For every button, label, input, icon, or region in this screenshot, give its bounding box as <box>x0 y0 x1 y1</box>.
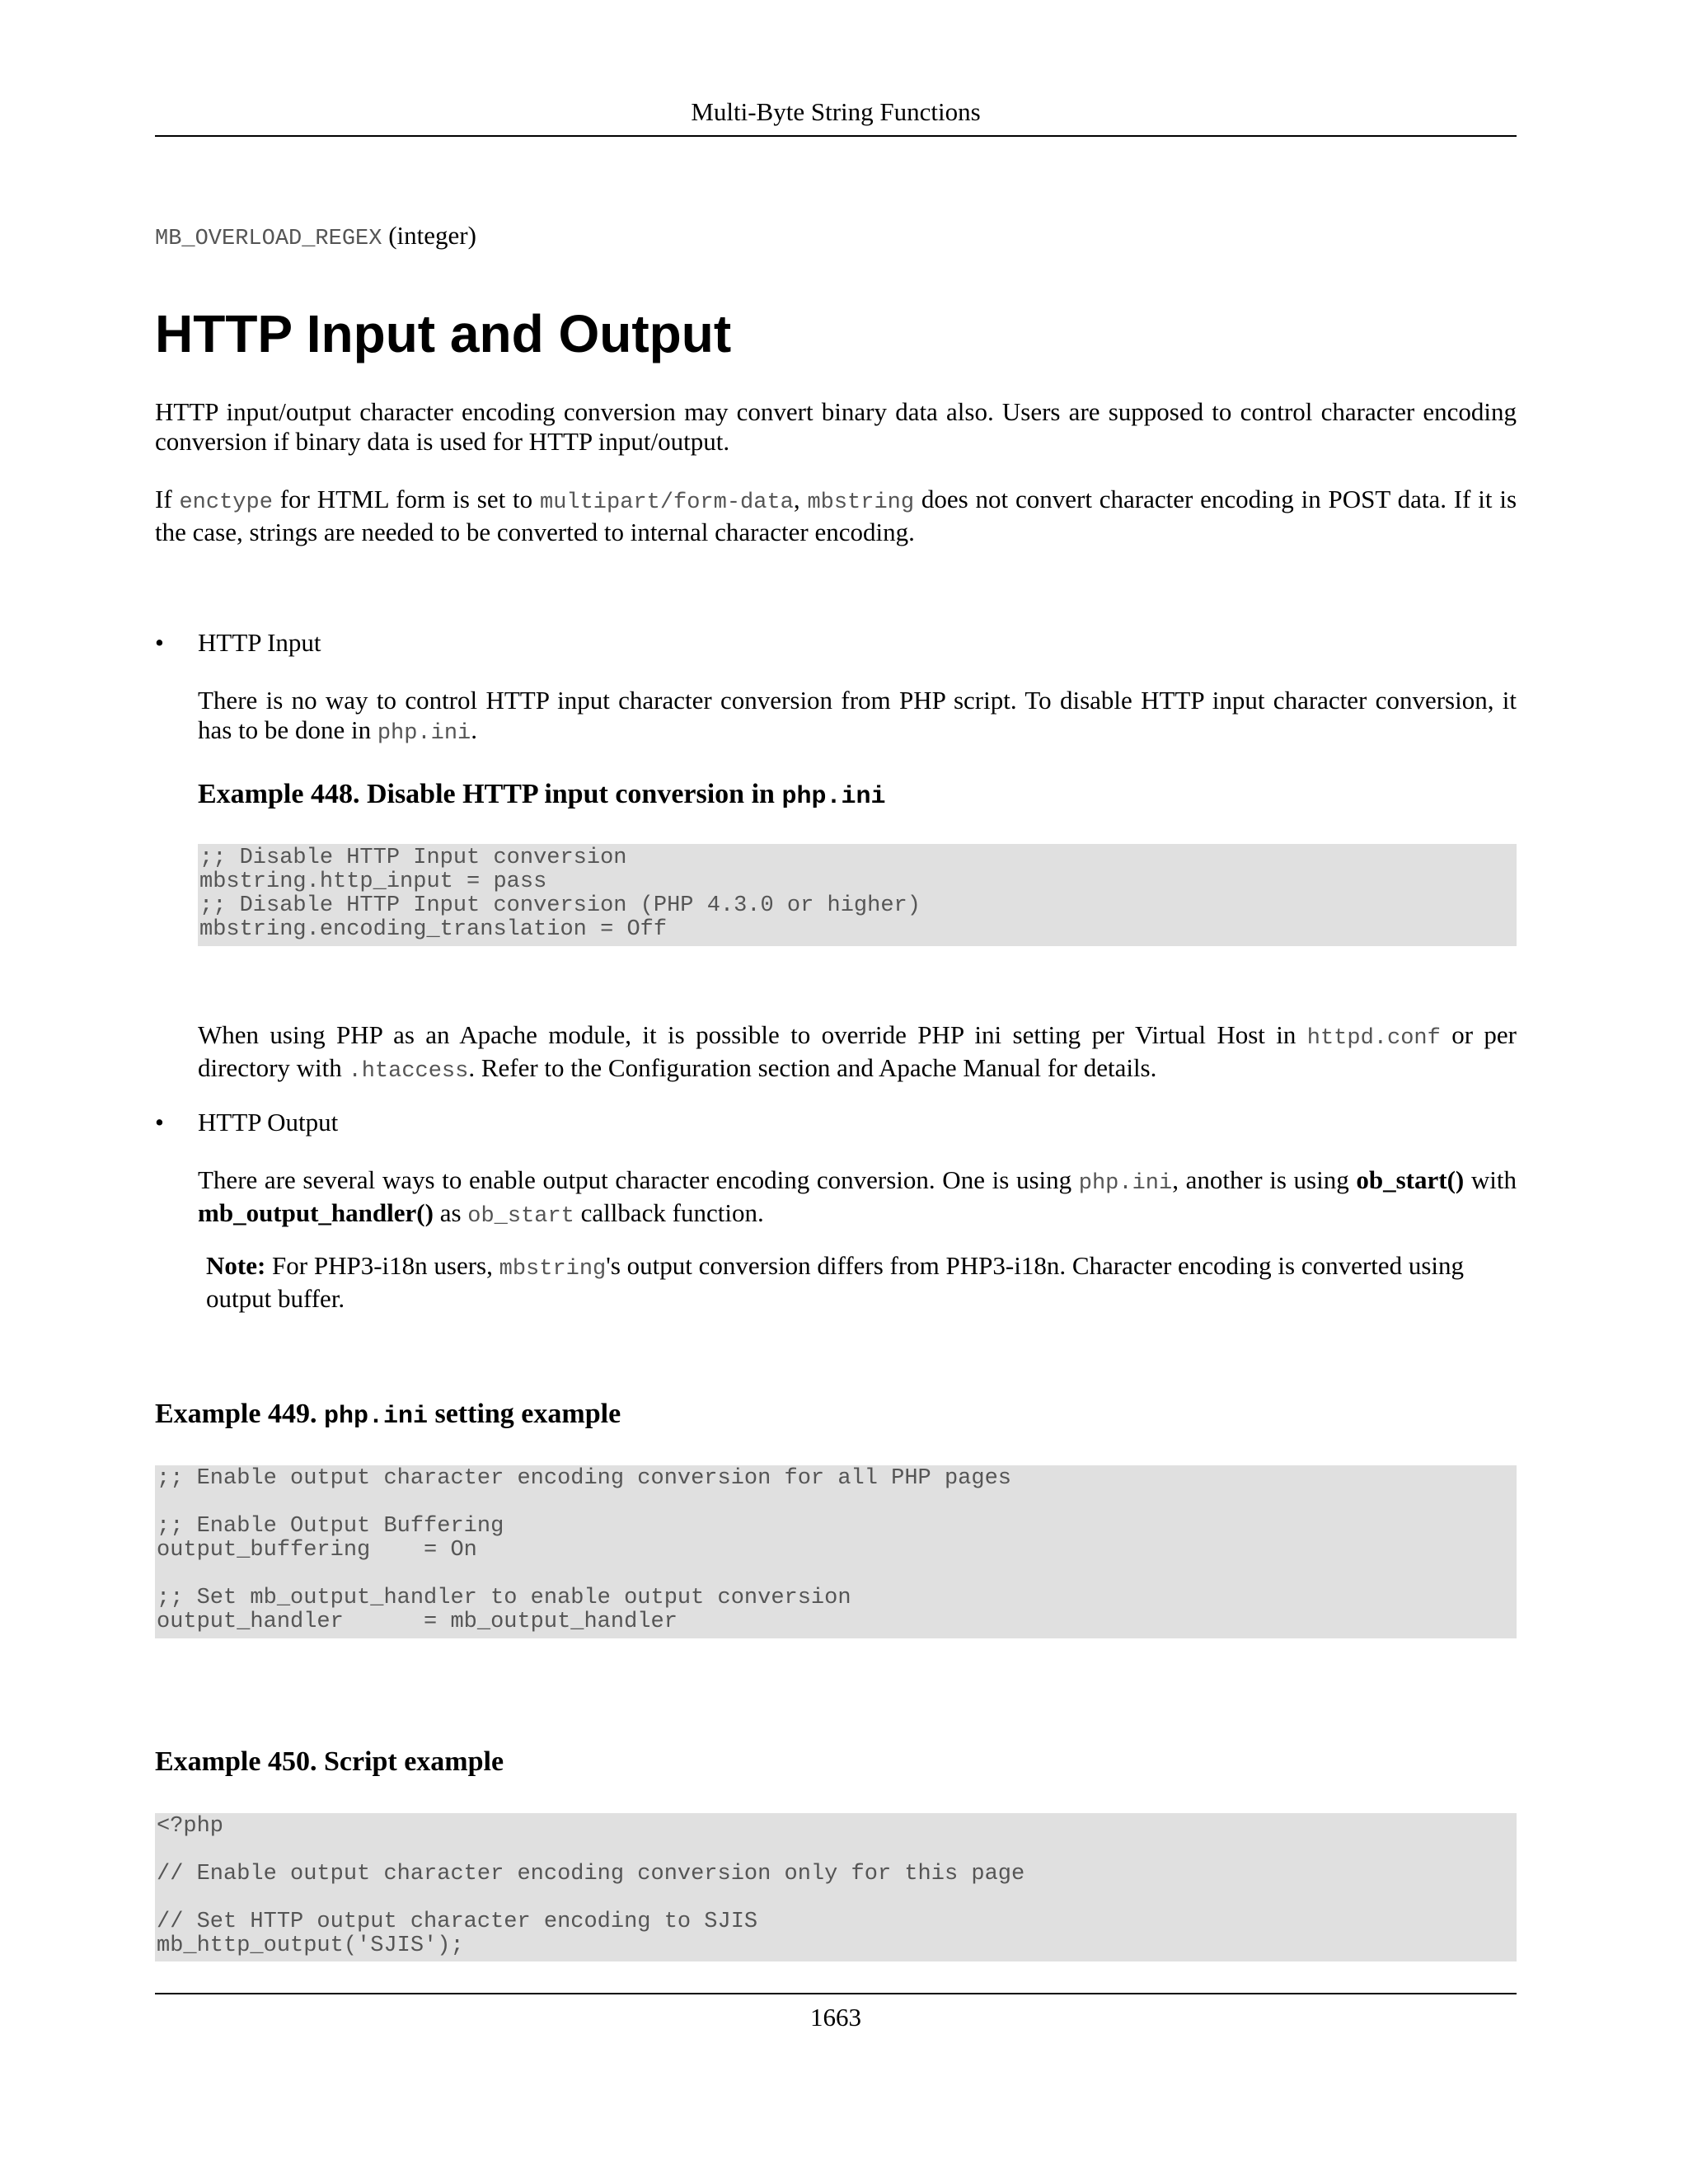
constant-name: MB_OVERLOAD_REGEX <box>155 227 382 251</box>
bullet-label: HTTP Output <box>198 1108 339 1137</box>
text: 's output conversion differs from PHP3-i18n. Character encoding is converted using output buffer. <box>206 1251 1464 1313</box>
func-mb-output-handler: mb_output_handler() <box>198 1198 434 1227</box>
code-multipart: multipart/form-data <box>540 490 794 515</box>
code-php-ini: php.ini <box>1078 1171 1173 1196</box>
section-title: HTTP Input and Output <box>155 304 732 363</box>
code-enctype: enctype <box>179 490 273 515</box>
text: . <box>471 715 477 744</box>
example-450-code: <?php // Enable output character encoding conversion only for this page // Set HTTP output character encoding to SJIS mb_http_output('SJIS'); <box>155 1813 1517 1961</box>
text: Example 449. <box>155 1399 324 1429</box>
text: For PHP3-i18n users, <box>265 1251 499 1280</box>
bullet-symbol: • <box>155 628 164 657</box>
code-ob-start: ob_start <box>467 1204 574 1229</box>
code-php-ini: php.ini <box>377 721 471 746</box>
example-448-code: ;; Disable HTTP Input conversion mbstring.http_input = pass ;; Disable HTTP Input conversion (PHP 4.3.0 or higher) mbstring.encoding_translation = Off <box>198 844 1517 946</box>
bullet-label: HTTP Input <box>198 628 321 657</box>
constant-entry <box>155 221 1517 254</box>
text: There are several ways to enable output character encoding conversion. One is using <box>198 1165 1079 1194</box>
header-rule <box>155 135 1517 137</box>
code-mbstring: mbstring <box>499 1257 607 1282</box>
text: or per directory with <box>198 1020 1517 1082</box>
code-mbstring: mbstring <box>807 490 915 515</box>
text: setting example <box>427 1399 621 1429</box>
note-box <box>206 1251 1467 1314</box>
example-448-title <box>198 778 1517 813</box>
http-output-paragraph <box>198 1165 1517 1231</box>
note-label: Note: <box>206 1251 266 1280</box>
section-paragraph-1: HTTP input/output character encoding conversion may convert binary data also. Users are supposed to control character encoding conversion if binary data is used for HTTP input/output. <box>155 397 1517 456</box>
text: with <box>1464 1165 1517 1194</box>
text: does not convert character encoding in POST data. If it is the case, strings are needed to be converted to internal character encoding. <box>155 485 1517 546</box>
bullet-symbol: • <box>155 1108 164 1137</box>
text: If <box>155 485 180 513</box>
http-input-paragraph <box>198 686 1517 748</box>
text: , another is using <box>1172 1165 1357 1194</box>
document-page <box>155 0 1517 2184</box>
text: There is no way to control HTTP input character conversion from PHP script. To disable HTTP input character conversion, it has to be done in <box>198 686 1517 744</box>
text: Example 448. Disable HTTP input conversion in <box>198 779 782 809</box>
func-ob-start: ob_start() <box>1356 1165 1465 1194</box>
code-title: php.ini <box>781 783 886 811</box>
section-heading-block <box>155 303 1517 364</box>
section-paragraph-2 <box>155 485 1517 547</box>
text: . Refer to the Configuration section and Apache Manual for details. <box>468 1053 1157 1082</box>
example-449-code: ;; Enable output character encoding conversion for all PHP pages ;; Enable Output Buffering output_buffering = On ;; Set mb_output_handler to enable output conversion output_handler = mb_output_handler <box>155 1465 1517 1638</box>
text: for HTML form is set to <box>272 485 540 513</box>
text: callback function. <box>574 1198 764 1227</box>
code-httpd-conf: httpd.conf <box>1306 1026 1441 1051</box>
example-449-title <box>155 1398 1517 1433</box>
code-title: php.ini <box>323 1403 428 1431</box>
text: as <box>433 1198 468 1227</box>
example-450-title: Example 450. Script example <box>155 1746 504 1777</box>
text: When using PHP as an Apache module, it is possible to override PHP ini setting per Virtual Host in <box>198 1020 1307 1049</box>
page-number: 1663 <box>810 2003 861 2032</box>
running-header: Multi-Byte String Functions <box>691 97 981 126</box>
text: , <box>793 485 808 513</box>
apache-paragraph <box>198 1020 1517 1086</box>
code-htaccess: .htaccess <box>348 1059 469 1084</box>
footer-rule <box>155 1993 1517 1994</box>
constant-type: (integer) <box>388 221 476 250</box>
